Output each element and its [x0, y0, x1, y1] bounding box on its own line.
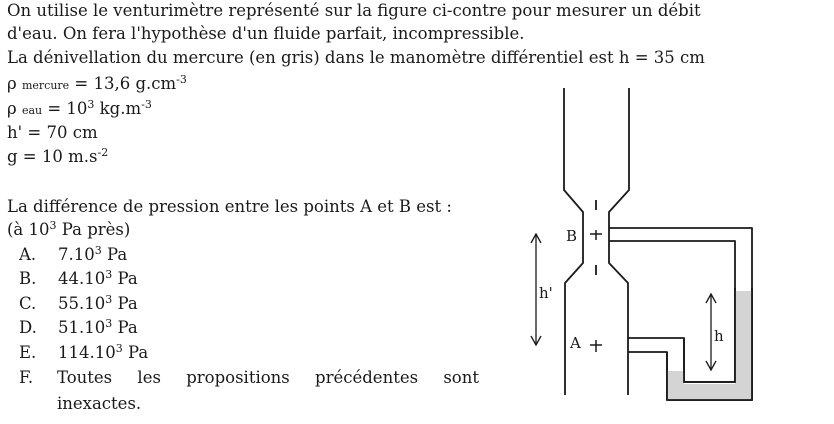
option-letter: B. — [19, 269, 37, 288]
intro-line-3: La dénivellation du mercure (en gris) dans le manomètre différentiel est h = 35 cm — [7, 48, 705, 67]
label-a: A — [570, 334, 581, 352]
option-letter: E. — [19, 343, 37, 362]
g-value: g = 10 $m.s^{-2}$ — [7, 146, 109, 166]
option-value: 55.10$^3$ Pa — [58, 293, 138, 313]
intro-line-2: d'eau. On fera l'hypothèse d'un fluide parfait, incompressible. — [7, 24, 525, 43]
mercury-fill — [667, 291, 752, 400]
option-f-text-2: inexactes. — [57, 394, 142, 413]
rho-eau: ρ eau = $10^3$ $kg.m^{-3}$ — [7, 98, 152, 118]
rho-mercure: ρ mercure = 13,6 $g.cm^{-3}$ — [7, 73, 187, 93]
label-h: h — [714, 327, 724, 345]
label-b: B — [566, 227, 578, 245]
option-value: 7.10$^3$ Pa — [58, 244, 128, 264]
question-line-1: La différence de pression entre les points A et B est : — [7, 197, 452, 216]
intro-line-1: On utilise le venturimètre représenté sur la figure ci-contre pour mesurer un débit — [7, 1, 701, 20]
option-value: 44.10$^3$ Pa — [58, 268, 138, 288]
option-value: 114.10$^3$ Pa — [58, 342, 149, 362]
label-h-prime: h' — [539, 284, 553, 302]
option-letter: D. — [19, 318, 37, 337]
option-letter: A. — [19, 245, 37, 264]
option-f-text: Toutes les propositions précédentes sont — [57, 368, 479, 387]
option-letter: C. — [19, 294, 37, 313]
h-prime-value: h' = 70 cm — [7, 123, 98, 142]
question-line-2: (à $10^3$ Pa près) — [7, 219, 131, 239]
option-value: 51.10$^3$ Pa — [58, 317, 138, 337]
tap-b-pipe — [609, 228, 752, 288]
option-letter: F. — [19, 368, 34, 387]
